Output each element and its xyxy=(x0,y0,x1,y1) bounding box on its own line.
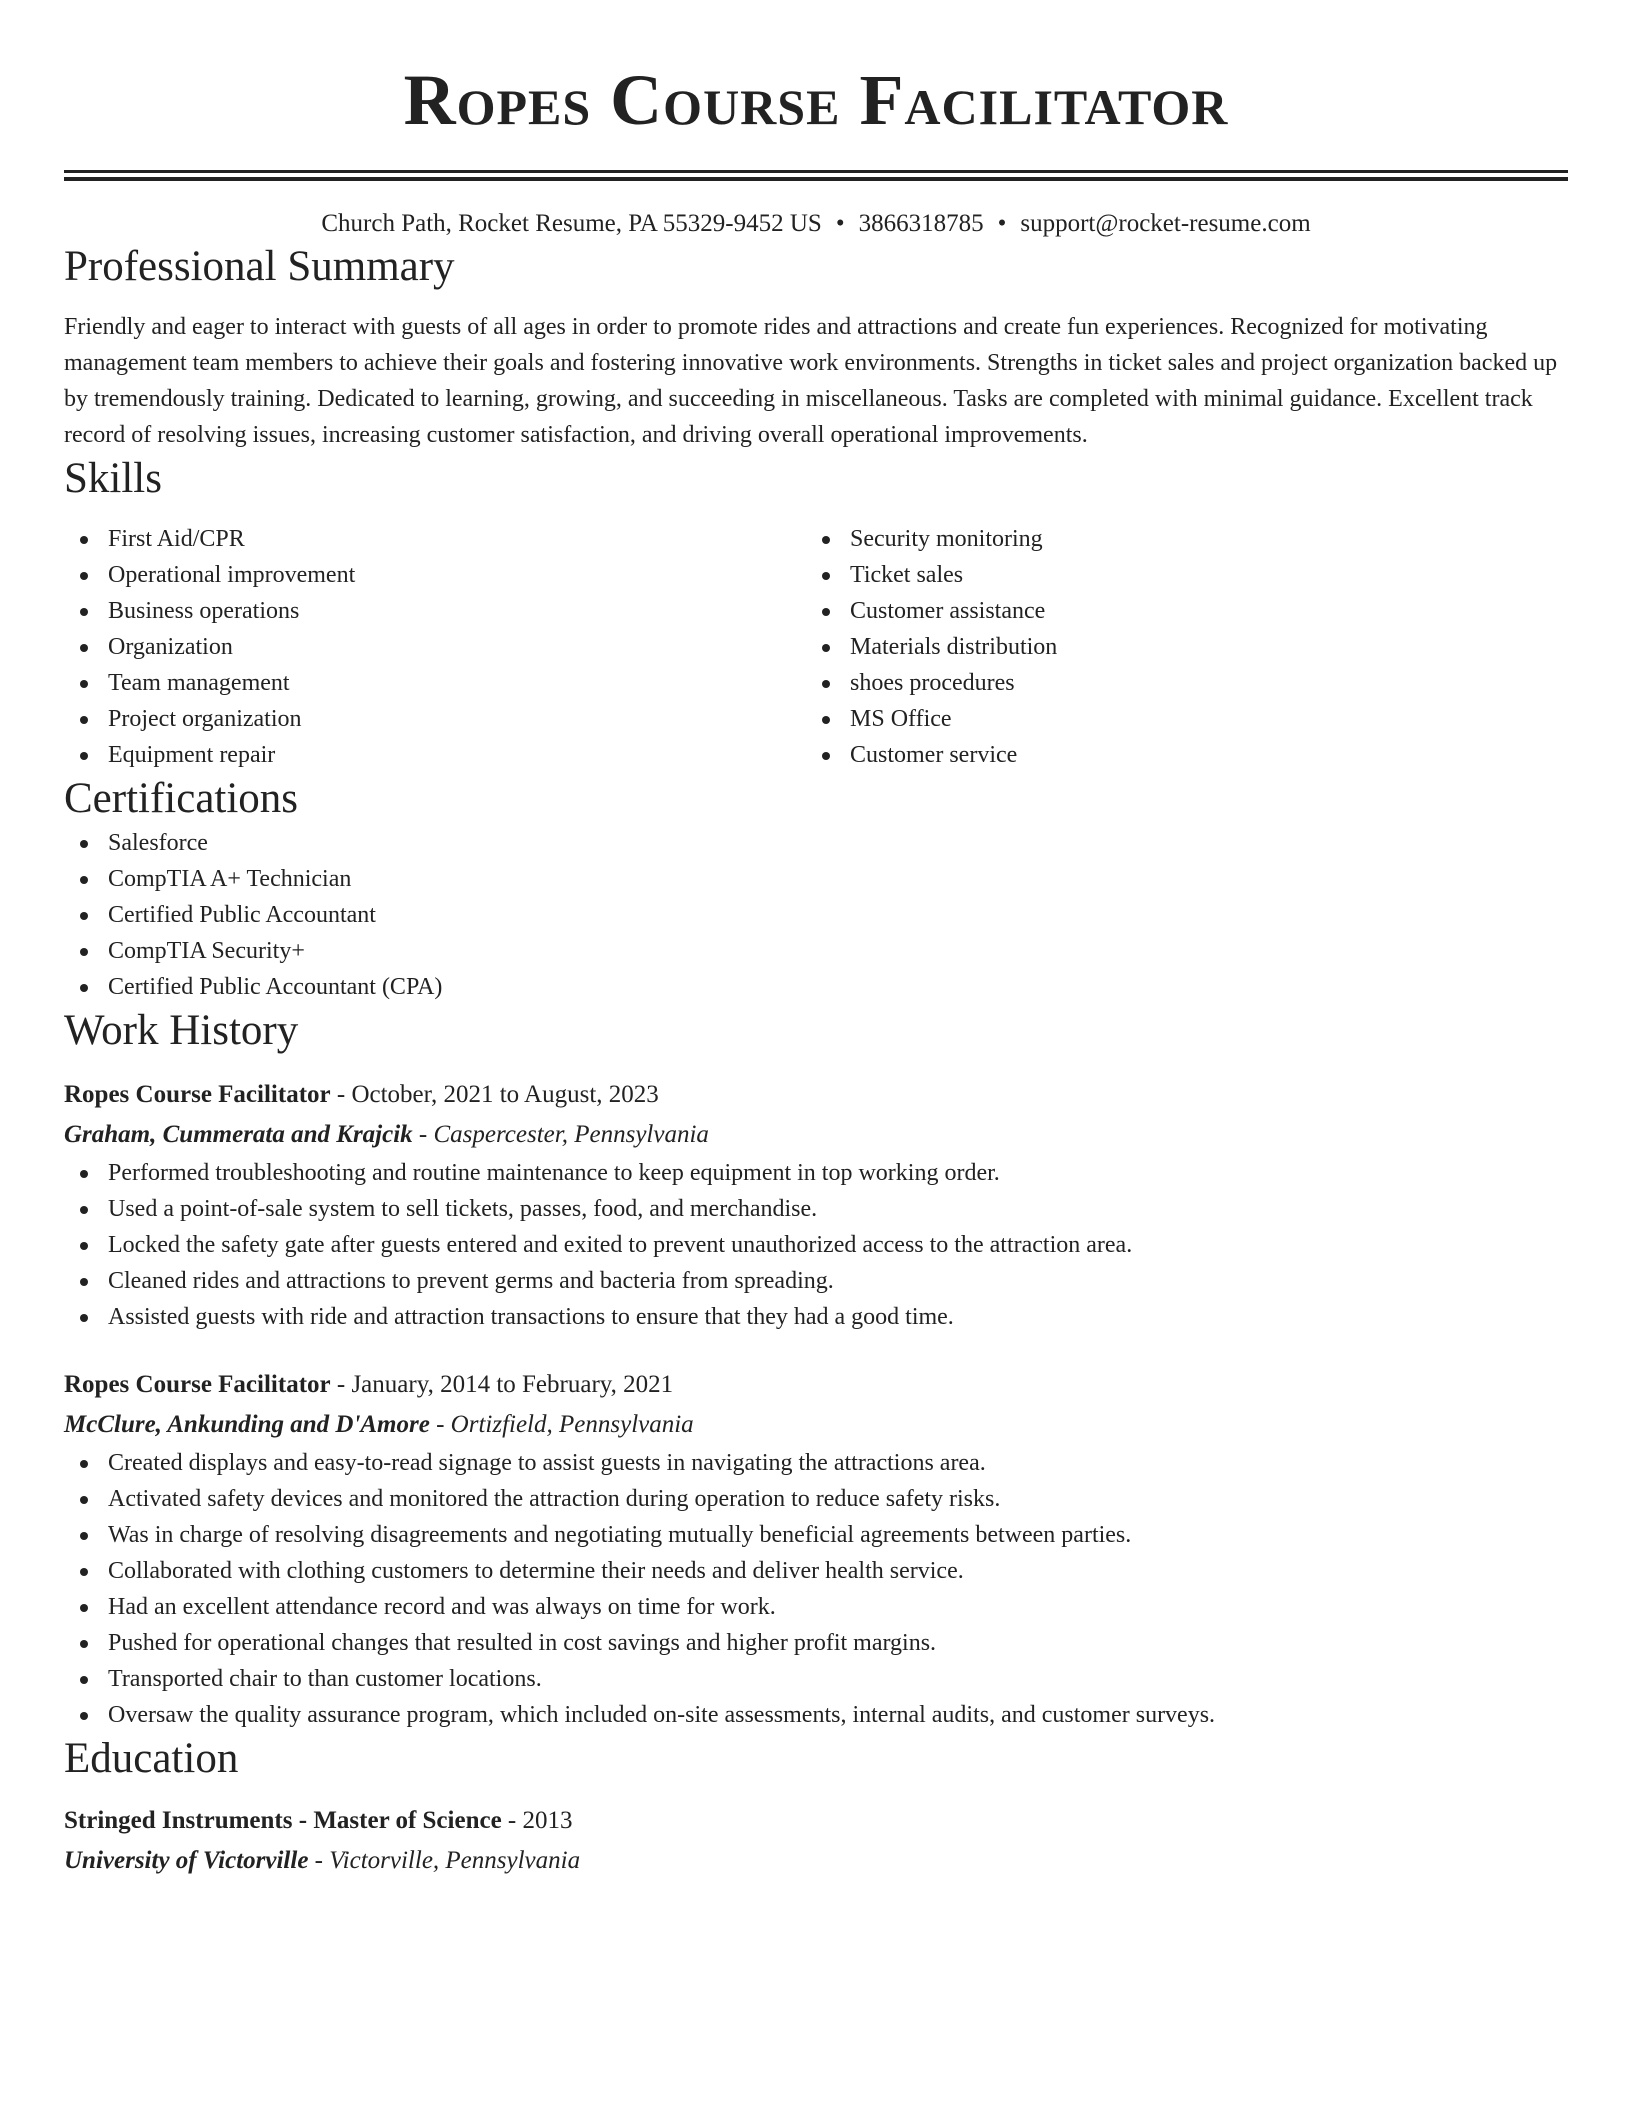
job-location: - Caspercester, Pennsylvania xyxy=(412,1121,709,1148)
summary-text: Friendly and eager to interact with guests of all ages in order to promote rides and attractions and create fun experiences. Recognized for motivating management team members to achieve their goals and fostering innovative work environments. Strengths in ticket sales and project organization backed up by tremendously training. Dedicated to learning, growing, and succeeding in miscellaneous. Tasks are completed with minimal guidance. Excellent track record of resolving issues, increasing customer satisfaction, and driving overall operational improvements. xyxy=(64,314,1558,448)
skill-item: Business operations xyxy=(64,593,806,629)
skill-item: MS Office xyxy=(806,701,1548,737)
education-degree: Stringed Instruments - Master of Science xyxy=(64,1807,502,1834)
certification-item: Certified Public Accountant (CPA) xyxy=(64,969,1568,1005)
education-school: University of Victorville xyxy=(64,1847,309,1874)
job-employer xyxy=(64,1115,1568,1155)
job-duty: Pushed for operational changes that resulted in cost savings and higher profit margins. xyxy=(64,1625,1568,1661)
contact-address: Church Path, Rocket Resume, PA 55329-9452 US xyxy=(321,210,822,237)
job-location: - Ortizfield, Pennsylvania xyxy=(429,1411,694,1438)
certification-item: CompTIA A+ Technician xyxy=(64,861,1568,897)
skills-heading: Skills xyxy=(64,455,162,502)
skills-list-right xyxy=(806,521,1548,773)
job-header xyxy=(64,1075,1568,1115)
skill-item: Customer service xyxy=(806,737,1548,773)
job-duties xyxy=(64,1155,1568,1335)
job-title: Ropes Course Facilitator xyxy=(64,1371,331,1398)
skill-item: Equipment repair xyxy=(64,737,806,773)
skill-item: Team management xyxy=(64,665,806,701)
job-duty: Activated safety devices and monitored the attraction during operation to reduce safety risks. xyxy=(64,1481,1568,1517)
job-duty: Was in charge of resolving disagreements and negotiating mutually beneficial agreements between parties. xyxy=(64,1517,1568,1553)
work-history-heading: Work History xyxy=(64,1007,299,1054)
skill-item: Materials distribution xyxy=(806,629,1548,665)
certification-item: Certified Public Accountant xyxy=(64,897,1568,933)
contact-separator: • xyxy=(835,210,845,237)
job-duty: Used a point-of-sale system to sell tickets, passes, food, and merchandise. xyxy=(64,1191,1568,1227)
certifications-heading: Certifications xyxy=(64,775,299,822)
skills-columns xyxy=(64,521,1568,773)
job-entry xyxy=(64,1075,1568,1335)
job-duty: Oversaw the quality assurance program, which included on-site assessments, internal audits, and customer surveys. xyxy=(64,1697,1568,1733)
skill-item: Project organization xyxy=(64,701,806,737)
skill-item: Security monitoring xyxy=(806,521,1548,557)
candidate-name: Ropes Course Facilitator xyxy=(403,60,1229,140)
job-employer xyxy=(64,1405,1568,1445)
contact-separator: • xyxy=(997,210,1007,237)
education-header xyxy=(64,1801,1568,1841)
education-heading: Education xyxy=(64,1735,239,1782)
skill-item: Customer assistance xyxy=(806,593,1548,629)
certifications-list xyxy=(64,825,1568,1005)
skill-item: shoes procedures xyxy=(806,665,1548,701)
job-duties xyxy=(64,1445,1568,1733)
contact-email[interactable]: support@rocket-resume.com xyxy=(1020,210,1311,237)
job-duty: Performed troubleshooting and routine maintenance to keep equipment in top working order. xyxy=(64,1155,1568,1191)
summary-heading: Professional Summary xyxy=(64,243,455,290)
skill-item: Ticket sales xyxy=(806,557,1548,593)
job-title: Ropes Course Facilitator xyxy=(64,1081,331,1108)
education-institution xyxy=(64,1841,1568,1881)
contact-line xyxy=(64,207,1568,241)
skill-item: First Aid/CPR xyxy=(64,521,806,557)
job-duty: Transported chair to than customer locations. xyxy=(64,1661,1568,1697)
skill-item: Operational improvement xyxy=(64,557,806,593)
skills-list-left xyxy=(64,521,806,773)
education-entry xyxy=(64,1801,1568,1881)
job-company: Graham, Cummerata and Krajcik xyxy=(64,1121,413,1148)
job-duty: Collaborated with clothing customers to determine their needs and deliver health service. xyxy=(64,1553,1568,1589)
job-duty: Assisted guests with ride and attraction transactions to ensure that they had a good time. xyxy=(64,1299,1568,1335)
certification-item: CompTIA Security+ xyxy=(64,933,1568,969)
job-duty: Had an excellent attendance record and was always on time for work. xyxy=(64,1589,1568,1625)
education-location: - Victorville, Pennsylvania xyxy=(308,1847,581,1874)
job-company: McClure, Ankunding and D'Amore xyxy=(64,1411,430,1438)
contact-phone[interactable]: 3866318785 xyxy=(858,210,984,237)
skill-item: Organization xyxy=(64,629,806,665)
header-divider xyxy=(64,170,1568,181)
job-dates: - October, 2021 to August, 2023 xyxy=(330,1081,659,1108)
job-entry xyxy=(64,1365,1568,1733)
education-year: - 2013 xyxy=(501,1807,573,1834)
job-header xyxy=(64,1365,1568,1405)
job-duty: Locked the safety gate after guests entered and exited to prevent unauthorized access to the attraction area. xyxy=(64,1227,1568,1263)
job-dates: - January, 2014 to February, 2021 xyxy=(330,1371,674,1398)
certification-item: Salesforce xyxy=(64,825,1568,861)
job-duty: Created displays and easy-to-read signage to assist guests in navigating the attractions area. xyxy=(64,1445,1568,1481)
job-duty: Cleaned rides and attractions to prevent germs and bacteria from spreading. xyxy=(64,1263,1568,1299)
